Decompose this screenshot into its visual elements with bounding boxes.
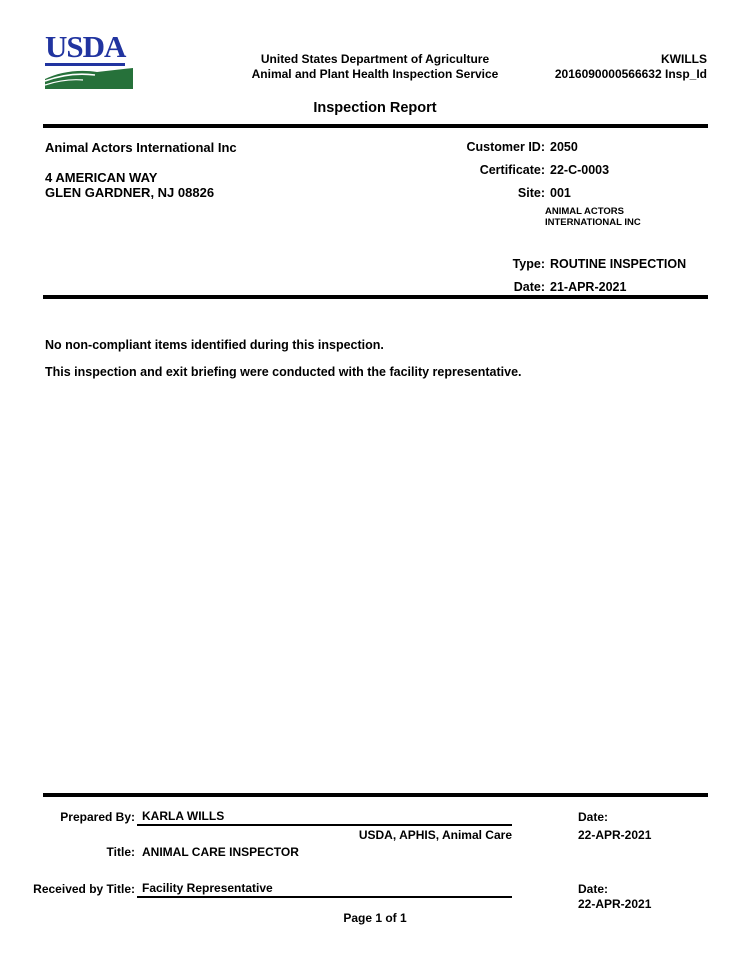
site-name-line1: ANIMAL ACTORS <box>545 206 624 217</box>
certificate-label: Certificate: <box>479 163 545 177</box>
department-line1: United States Department of Agriculture <box>260 52 490 66</box>
page-indicator: Page 1 of 1 <box>343 911 407 925</box>
facility-address-line1: 4 AMERICAN WAY <box>45 170 158 185</box>
site-name <box>545 206 641 228</box>
usda-logo-text: USDA <box>45 29 126 64</box>
report-title: Inspection Report <box>313 100 437 116</box>
header-meta <box>555 52 707 82</box>
narrative-paragraph-2: This inspection and exit briefing were conducted with the facility representative. <box>45 365 522 379</box>
prepared-by-signature-line <box>137 806 512 826</box>
department-line2: Animal and Plant Health Inspection Service <box>251 67 499 81</box>
preparer-title-label: Title: <box>106 845 135 859</box>
narrative-paragraph-1: No non-compliant items identified during this inspection. <box>45 338 384 352</box>
site-value: 001 <box>550 186 571 200</box>
received-date-label: Date: <box>578 882 609 896</box>
received-by-signature-line <box>137 878 512 898</box>
customer-id-label: Customer ID: <box>466 140 545 154</box>
inspection-type-label: Type: <box>512 257 545 271</box>
facility-name: Animal Actors International Inc <box>45 140 237 155</box>
received-by-value: Facility Representative <box>142 881 273 895</box>
inspection-id: 2016090000566632 Insp_Id <box>554 67 707 81</box>
facility-address <box>45 170 214 200</box>
preparer-title-value: ANIMAL CARE INSPECTOR <box>142 845 299 859</box>
inspection-date-label: Date: <box>513 280 545 294</box>
inspection-type-value: ROUTINE INSPECTION <box>550 257 687 271</box>
prepared-by-name: KARLA WILLS <box>142 809 225 823</box>
divider-details <box>43 295 708 299</box>
preparer-title-value-wrap <box>137 842 512 862</box>
divider-top <box>43 124 708 128</box>
divider-footer <box>43 793 708 797</box>
site-name-line2: INTERNATIONAL INC <box>545 217 641 228</box>
certificate-value: 22-C-0003 <box>550 163 610 177</box>
preparer-org: USDA, APHIS, Animal Care <box>358 828 512 842</box>
prepared-date-label: Date: <box>578 810 609 824</box>
prepared-by-label: Prepared By: <box>60 810 135 824</box>
customer-id-value: 2050 <box>550 140 578 154</box>
user-id: KWILLS <box>661 52 707 66</box>
site-label: Site: <box>517 186 545 200</box>
received-by-label: Received by Title: <box>33 882 135 896</box>
inspection-date-value: 21-APR-2021 <box>550 280 627 294</box>
received-date-value: 22-APR-2021 <box>578 897 652 911</box>
prepared-date-value: 22-APR-2021 <box>578 828 652 842</box>
facility-address-line2: GLEN GARDNER, NJ 08826 <box>45 185 215 200</box>
